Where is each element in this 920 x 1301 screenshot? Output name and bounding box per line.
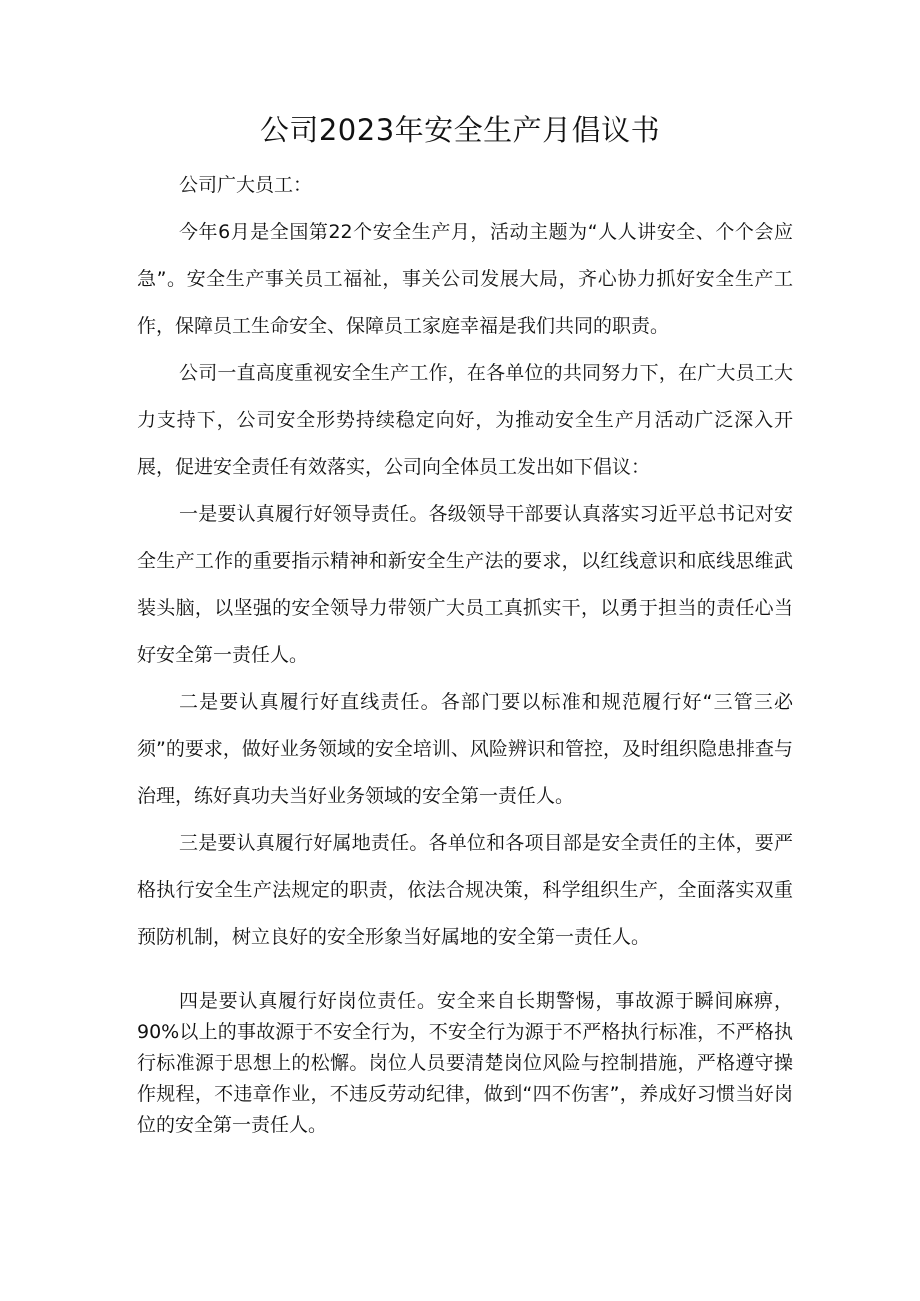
salutation: 公司广大员工： [179, 174, 313, 196]
paragraph-theme: 今年6月是全国第22个安全生产月，活动主题为“人人讲安全、个个会应急”。安全生产事关员工福祉，事关公司发展大局，齐心协力抓好安全生产工作，保障员工生命安全、保障员工家庭幸福是我们共同的职责。 [137, 221, 793, 337]
paragraph-initiative: 公司一直高度重视安全生产工作，在各单位的共同努力下，在广大员工大力支持下，公司安全形势持续稳定向好，为推动安全生产月活动广泛深入开展，促进安全责任有效落实，公司向全体员工发出如下倡议： [137, 362, 793, 478]
document-title: 公司2023年安全生产月倡议书 [259, 113, 661, 147]
paragraph-leadership-responsibility: 一是要认真履行好领导责任。各级领导干部要认真落实习近平总书记对安全生产工作的重要指示精神和新安全生产法的要求，以红线意识和底线思维武装头脑，以坚强的安全领导力带领广大员工真抓实干，以勇于担当的责任心当好安全第一责任人。 [137, 503, 793, 666]
paragraph-territorial-responsibility: 三是要认真履行好属地责任。各单位和各项目部是安全责任的主体，要严格执行安全生产法规定的职责，依法合规决策，科学组织生产，全面落实双重预防机制，树立良好的安全形象当好属地的安全第一责任人。 [137, 832, 793, 948]
paragraph-post-responsibility: 四是要认真履行好岗位责任。安全来自长期警惕，事故源于瞬间麻痹，90%以上的事故源于不安全行为，不安全行为源于不严格执行标准，不严格执行标准源于思想上的松懈。岗位人员要清楚岗位风险与控制措施，严格遵守操作规程，不违章作业，不违反劳动纪律，做到“四不伤害”，养成好习惯当好岗位的安全第一责任人。 [137, 990, 793, 1136]
paragraph-line-responsibility: 二是要认真履行好直线责任。各部门要以标准和规范履行好“三管三必须”的要求，做好业务领域的安全培训、风险辨识和管控，及时组织隐患排查与治理，练好真功夫当好业务领域的安全第一责任人。 [137, 691, 793, 807]
